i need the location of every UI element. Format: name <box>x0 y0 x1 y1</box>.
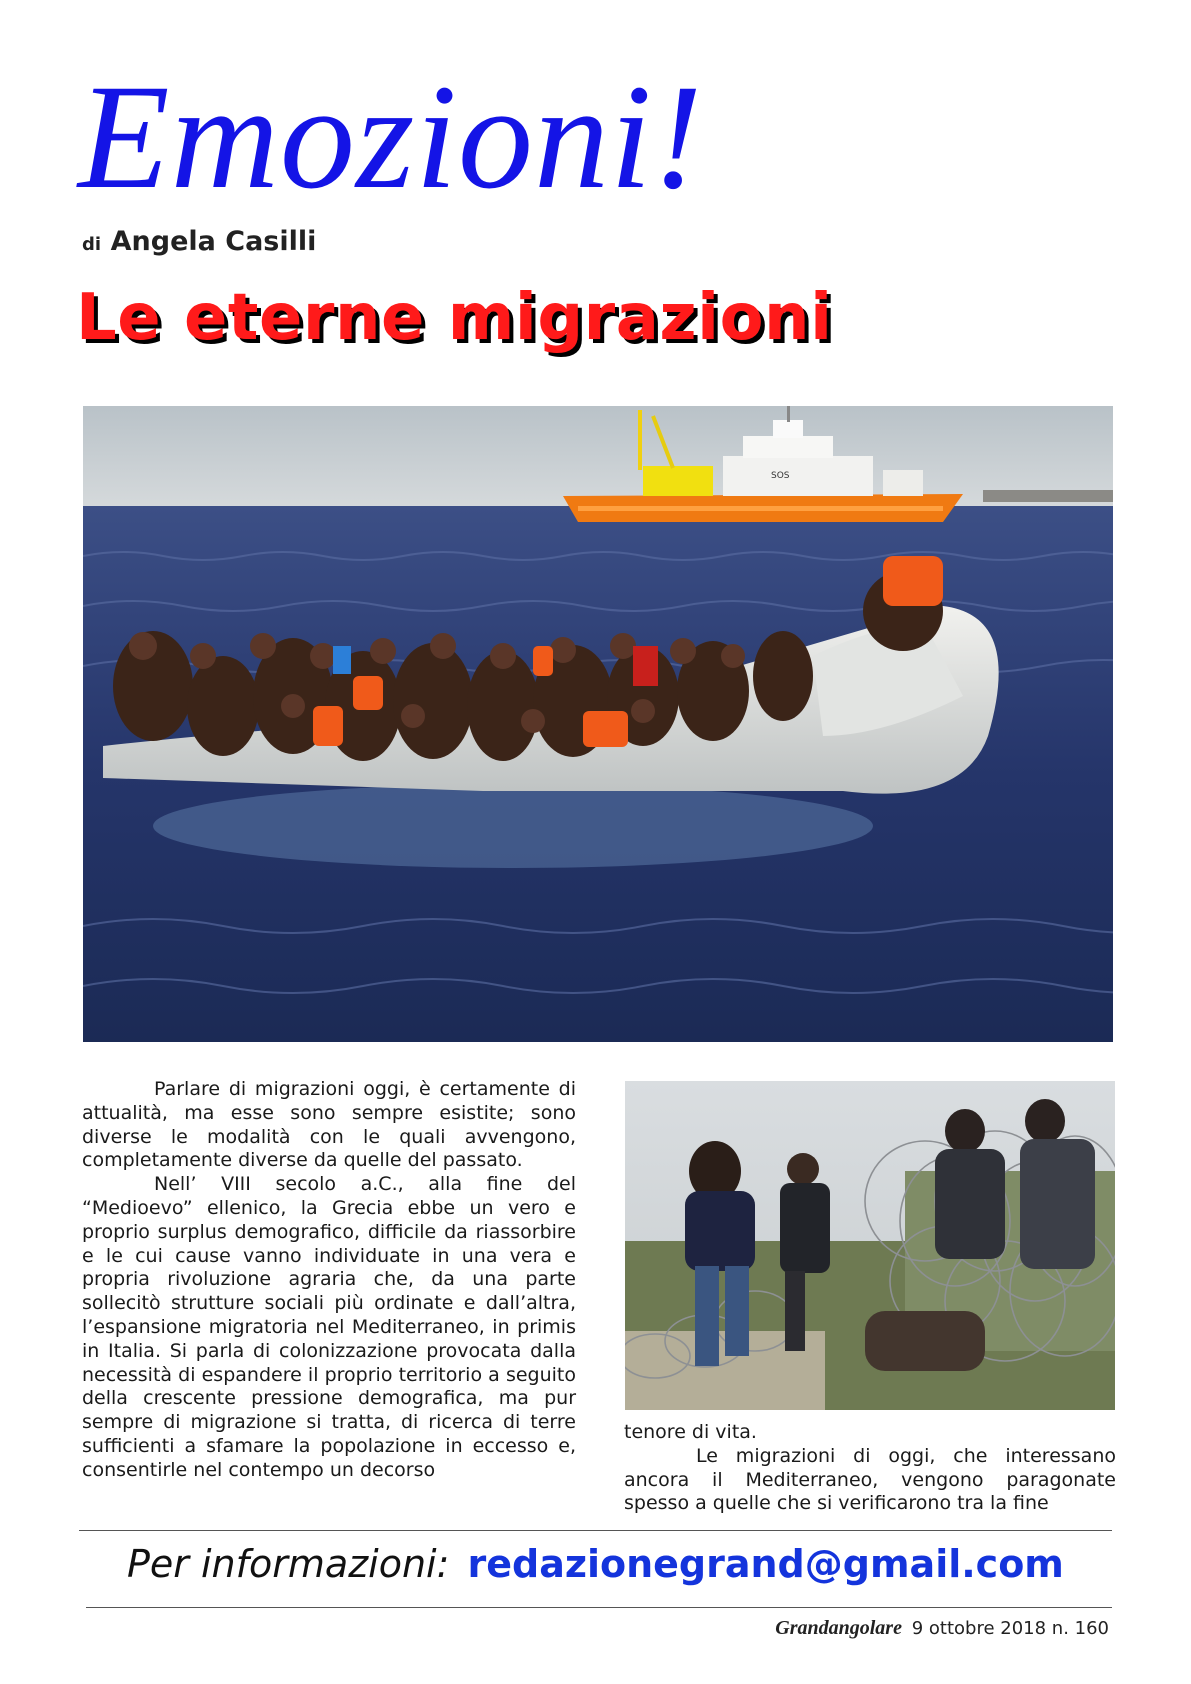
article-continuation: tenore di vita. <box>624 1421 757 1443</box>
footer-publication: Grandangolare <box>775 1617 902 1639</box>
footer-issue: 9 ottobre 2018 n. 160 <box>911 1618 1109 1639</box>
side-photo <box>625 1081 1115 1410</box>
article-headline: Le eterne migrazioni <box>76 281 833 355</box>
divider-top <box>79 1530 1112 1531</box>
contact-email-link[interactable]: redazionegrand@gmail.com <box>467 1542 1064 1586</box>
byline-author: Angela Casilli <box>110 226 317 257</box>
footer <box>775 1617 1109 1640</box>
contact-label: Per informazioni: <box>127 1542 450 1586</box>
masthead-title: Emozioni! <box>78 54 704 220</box>
article-column-left <box>82 1078 576 1483</box>
main-photo <box>83 406 1113 1042</box>
article-paragraph: Parlare di migrazioni oggi, è certamente di attualità, ma esse sono sempre esistite; sono diverse le modalità con le quali avvengono, completamente diverse da quelle del passato. <box>82 1078 576 1172</box>
ship-sos-label: SOS <box>771 471 790 481</box>
contact-line <box>127 1542 1064 1588</box>
article-paragraph: Nell’ VIII secolo a.C., alla fine del “Medioevo” ellenico, la Grecia ebbe un vero e proprio surplus demografico, difficile da riassorbire e le cui cause vanno individuate in una vera e propria rivoluzione agraria che, da una parte sollecitò strutture sociali più ordinate e dall’altra, l’espansione migratoria nel Mediterraneo, in primis in Italia. Si parla di colonizzazione provocata dalla necessità di espandere il proprio territorio a seguito della crescente pressione demografica, ma pur sempre di migrazione si tratta, di ricerca di terre sufficienti a sfamare la popolazione in eccesso e, consentirle nel contempo un decorso <box>82 1173 576 1481</box>
article-column-right <box>624 1421 1116 1516</box>
article-paragraph: Le migrazioni di oggi, che interessano ancora il Mediterraneo, vengono paragonate spesso a quelle che si verificarono tra la fine <box>624 1444 1116 1515</box>
byline-prefix: di <box>82 234 102 255</box>
byline <box>82 226 316 257</box>
divider-bottom <box>86 1607 1112 1608</box>
